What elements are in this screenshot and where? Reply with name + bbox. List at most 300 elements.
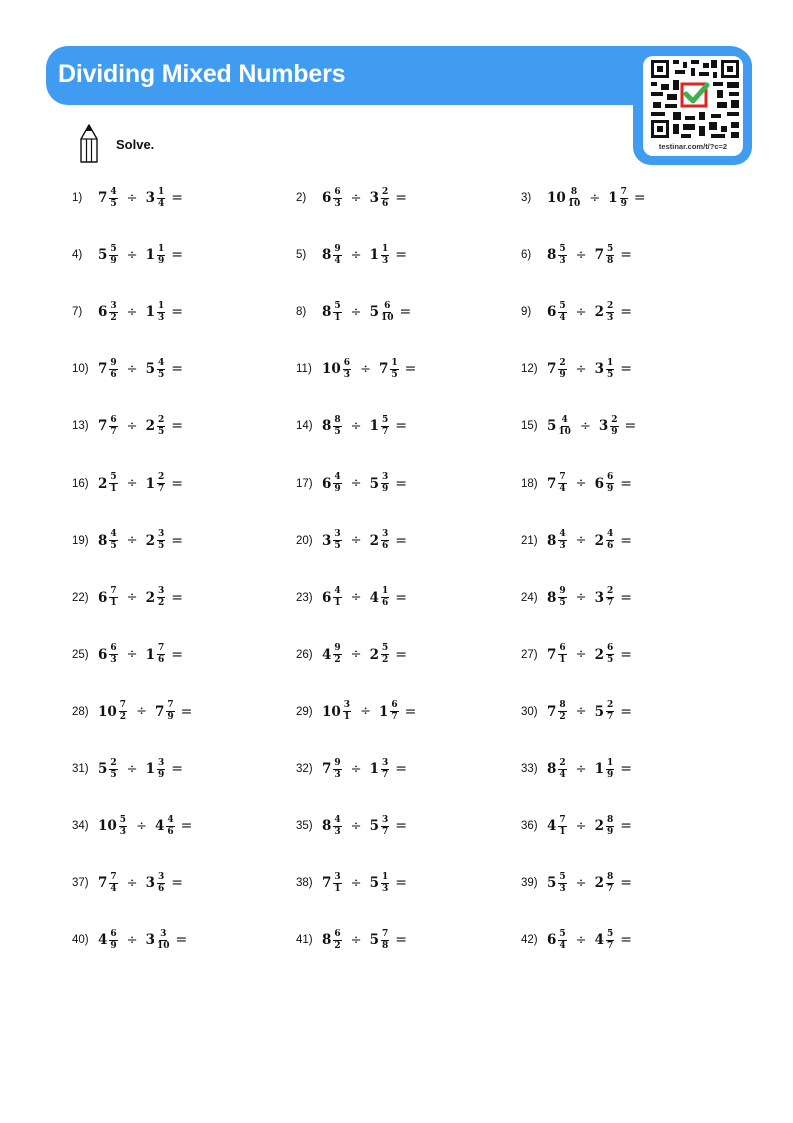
whole-number: 5 xyxy=(369,875,379,892)
whole-number: 4 xyxy=(98,932,108,949)
dividend xyxy=(547,644,568,665)
whole-number: 2 xyxy=(145,589,155,606)
whole-number: 6 xyxy=(547,932,557,949)
denominator: 9 xyxy=(606,484,614,494)
fraction xyxy=(606,759,614,780)
equals-sign: = xyxy=(171,761,183,777)
numerator: 5 xyxy=(559,300,566,311)
problem-number: 4) xyxy=(72,249,83,262)
equals-sign: = xyxy=(624,418,637,435)
divide-sign: ÷ xyxy=(575,304,587,320)
dividend xyxy=(98,930,119,951)
denominator: 3 xyxy=(559,255,566,266)
fraction xyxy=(333,759,341,780)
problem-number: 17) xyxy=(296,477,313,490)
numerator: 8 xyxy=(606,814,614,825)
denominator: 3 xyxy=(334,826,341,837)
dividend xyxy=(547,416,572,437)
whole-number: 7 xyxy=(98,190,108,206)
fraction xyxy=(157,188,165,209)
whole-number: 3 xyxy=(322,532,332,549)
denominator: 6 xyxy=(381,541,389,552)
denominator: 2 xyxy=(157,598,165,609)
problem-number: 37) xyxy=(72,877,89,890)
divisor xyxy=(595,759,616,780)
whole-number: 8 xyxy=(322,304,332,321)
denominator: 3 xyxy=(559,541,566,552)
denominator: 4 xyxy=(559,940,566,951)
problem-number: 1) xyxy=(72,192,83,204)
divide-sign: ÷ xyxy=(575,704,587,720)
numerator: 5 xyxy=(110,243,117,254)
fraction xyxy=(333,587,341,608)
divisor xyxy=(608,188,629,209)
whole-number: 2 xyxy=(145,532,155,549)
numerator: 1 xyxy=(381,243,389,254)
denominator: 4 xyxy=(559,312,566,323)
problem-item xyxy=(521,240,632,270)
divide-sign: ÷ xyxy=(589,190,601,206)
problem-item xyxy=(72,697,192,727)
whole-number: 2 xyxy=(594,818,604,835)
denominator: 2 xyxy=(381,655,389,666)
numerator: 7 xyxy=(559,814,566,825)
instruction-text: Solve. xyxy=(116,137,155,152)
dividend xyxy=(547,816,568,837)
problem-number: 3) xyxy=(521,192,532,204)
divide-sign: ÷ xyxy=(575,533,587,549)
divide-sign: ÷ xyxy=(575,247,587,263)
problem-item xyxy=(296,583,407,613)
denominator: 9 xyxy=(110,940,117,951)
numerator: 7 xyxy=(110,586,117,597)
divisor xyxy=(370,530,391,551)
divisor xyxy=(595,930,616,951)
problem-number: 27) xyxy=(521,648,538,661)
equals-sign: = xyxy=(171,875,183,892)
divisor xyxy=(370,930,391,951)
problem-number: 35) xyxy=(296,820,313,833)
whole-number: 6 xyxy=(322,589,332,606)
whole-number: 8 xyxy=(547,589,557,606)
fraction xyxy=(333,473,341,494)
divide-sign: ÷ xyxy=(126,761,138,777)
numerator: 3 xyxy=(157,586,165,597)
denominator: 5 xyxy=(606,655,614,666)
fraction xyxy=(381,587,389,608)
numerator: 1 xyxy=(391,357,398,368)
dividend xyxy=(322,644,343,665)
whole-number: 10 xyxy=(322,703,341,720)
whole-number: 1 xyxy=(145,646,155,663)
equals-sign: = xyxy=(395,190,407,206)
whole-number: 7 xyxy=(594,247,604,264)
divisor xyxy=(379,701,400,722)
denominator: 7 xyxy=(606,883,614,894)
dividend xyxy=(98,644,119,665)
equals-sign: = xyxy=(171,190,183,206)
divisor xyxy=(155,816,176,837)
problem-item xyxy=(72,240,183,270)
dividend xyxy=(322,188,343,209)
problem-item xyxy=(72,868,183,898)
denominator: 7 xyxy=(381,826,389,837)
problem-item xyxy=(296,469,407,499)
denominator: 7 xyxy=(606,940,614,951)
numerator: 5 xyxy=(119,814,127,825)
whole-number: 8 xyxy=(322,818,332,835)
whole-number: 7 xyxy=(322,875,332,892)
fraction xyxy=(558,701,566,722)
problem-item xyxy=(521,697,632,727)
whole-number: 10 xyxy=(322,361,341,378)
divide-sign: ÷ xyxy=(350,590,362,606)
whole-number: 1 xyxy=(369,247,379,264)
numerator: 5 xyxy=(381,414,389,425)
divisor xyxy=(595,245,616,266)
whole-number: 5 xyxy=(547,418,557,435)
denominator: 6 xyxy=(381,198,389,209)
denominator: 1 xyxy=(559,655,566,666)
equals-sign: = xyxy=(395,475,407,492)
fraction xyxy=(606,359,614,380)
fraction xyxy=(558,930,566,951)
denominator: 1 xyxy=(334,598,341,609)
fraction xyxy=(381,816,389,837)
equals-sign: = xyxy=(404,703,417,720)
numerator: 4 xyxy=(110,186,117,197)
dividend xyxy=(322,302,343,323)
dividend xyxy=(547,473,568,494)
denominator: 8 xyxy=(606,255,614,266)
whole-number: 4 xyxy=(369,589,379,606)
numerator: 4 xyxy=(110,529,117,540)
divisor xyxy=(146,416,167,437)
numerator: 7 xyxy=(110,871,117,882)
whole-number: 5 xyxy=(369,932,379,949)
divisor xyxy=(370,816,391,837)
equals-sign: = xyxy=(620,932,632,949)
denominator: 9 xyxy=(334,484,341,494)
denominator: 5 xyxy=(334,541,341,552)
problem-item xyxy=(521,411,636,441)
fraction xyxy=(606,473,614,494)
equals-sign: = xyxy=(395,646,407,663)
whole-number: 2 xyxy=(145,418,155,435)
whole-number: 5 xyxy=(369,475,379,492)
whole-number: 7 xyxy=(547,703,557,720)
divisor xyxy=(370,587,391,608)
whole-number: 7 xyxy=(98,875,108,892)
whole-number: 1 xyxy=(594,761,604,777)
numerator: 5 xyxy=(559,928,566,939)
dividend xyxy=(322,245,343,266)
denominator: 3 xyxy=(606,312,614,323)
whole-number: 1 xyxy=(378,703,389,720)
fraction xyxy=(157,759,165,780)
numerator: 3 xyxy=(157,871,165,882)
divisor xyxy=(595,587,616,608)
problem-item xyxy=(72,354,183,384)
numerator: 7 xyxy=(620,186,627,197)
whole-number: 10 xyxy=(547,190,566,206)
problem-number: 10) xyxy=(72,363,89,376)
fraction xyxy=(558,816,566,837)
whole-number: 10 xyxy=(98,703,117,720)
divisor xyxy=(370,416,391,437)
denominator: 5 xyxy=(157,426,165,437)
fraction xyxy=(606,587,614,608)
equals-sign: = xyxy=(620,304,632,321)
denominator: 5 xyxy=(110,198,117,209)
divide-sign: ÷ xyxy=(350,533,362,549)
problem-item xyxy=(521,640,632,670)
fraction xyxy=(157,930,170,951)
numerator: 4 xyxy=(334,814,341,825)
divide-sign: ÷ xyxy=(126,875,138,891)
problem-number: 13) xyxy=(72,420,89,433)
equals-sign: = xyxy=(171,418,183,435)
numerator: 7 xyxy=(167,700,174,711)
numerator: 4 xyxy=(334,586,341,597)
equals-sign: = xyxy=(171,589,183,606)
fraction xyxy=(606,873,614,894)
divisor xyxy=(146,188,167,209)
denominator: 9 xyxy=(559,369,566,380)
problem-number: 24) xyxy=(521,591,538,604)
fraction xyxy=(119,701,127,722)
equals-sign: = xyxy=(395,761,407,777)
fraction xyxy=(166,701,174,722)
numerator: 9 xyxy=(334,757,341,768)
whole-number: 8 xyxy=(547,247,557,264)
numerator: 7 xyxy=(157,643,165,654)
numerator: 1 xyxy=(606,357,614,368)
numerator: 3 xyxy=(343,700,351,711)
numerator: 8 xyxy=(559,700,566,711)
whole-number: 1 xyxy=(145,247,155,264)
dividend xyxy=(322,416,343,437)
numerator: 8 xyxy=(606,871,614,882)
problem-number: 32) xyxy=(296,763,313,775)
numerator: 2 xyxy=(606,300,614,311)
problem-number: 9) xyxy=(521,306,532,319)
whole-number: 3 xyxy=(145,932,155,949)
problem-number: 26) xyxy=(296,648,313,661)
numerator: 6 xyxy=(559,643,566,654)
fraction xyxy=(620,188,628,209)
denominator: 2 xyxy=(559,712,566,723)
denominator: 6 xyxy=(167,826,174,837)
qr-url[interactable]: testinar.com/t/?c=2 xyxy=(658,142,728,151)
divisor xyxy=(595,873,616,894)
problem-item xyxy=(296,640,407,670)
fraction xyxy=(606,530,614,551)
numerator: 3 xyxy=(160,928,167,939)
divisor xyxy=(595,302,616,323)
whole-number: 3 xyxy=(369,190,379,206)
divide-sign: ÷ xyxy=(350,647,362,663)
dividend xyxy=(322,473,343,494)
dividend xyxy=(322,759,343,780)
divide-sign: ÷ xyxy=(360,361,371,377)
denominator: 1 xyxy=(110,598,117,609)
denominator: 5 xyxy=(391,369,398,380)
denominator: 9 xyxy=(606,769,614,780)
dividend xyxy=(547,188,581,209)
dividend xyxy=(98,816,128,837)
numerator: 6 xyxy=(110,643,117,654)
dividend xyxy=(322,701,352,722)
numerator: 1 xyxy=(606,757,614,768)
denominator: 3 xyxy=(334,198,341,209)
divide-sign: ÷ xyxy=(350,818,362,834)
whole-number: 3 xyxy=(594,589,604,606)
equals-sign: = xyxy=(620,703,632,720)
numerator: 3 xyxy=(334,871,341,882)
problem-item xyxy=(72,640,183,670)
fraction xyxy=(558,530,566,551)
fraction xyxy=(157,302,165,323)
problem-number: 21) xyxy=(521,534,538,547)
whole-number: 3 xyxy=(594,361,604,378)
equals-sign: = xyxy=(395,818,407,835)
fraction xyxy=(109,587,117,608)
problem-number: 6) xyxy=(521,249,532,262)
problem-item xyxy=(296,354,416,384)
problem-number: 38) xyxy=(296,877,313,890)
equals-sign: = xyxy=(620,589,632,606)
problem-number: 25) xyxy=(72,648,89,661)
problem-item xyxy=(521,354,632,384)
divisor xyxy=(379,359,400,380)
problem-item xyxy=(296,868,407,898)
divisor xyxy=(146,245,167,266)
denominator: 1 xyxy=(334,883,341,894)
whole-number: 6 xyxy=(98,589,108,606)
divide-sign: ÷ xyxy=(126,590,138,606)
problem-number: 2) xyxy=(296,192,307,204)
problem-item xyxy=(521,754,632,784)
fraction xyxy=(157,873,165,894)
denominator: 6 xyxy=(110,369,117,380)
dividend xyxy=(98,416,119,437)
denominator: 6 xyxy=(157,655,165,666)
problem-number: 31) xyxy=(72,763,89,775)
denominator: 2 xyxy=(334,655,341,666)
numerator: 3 xyxy=(157,757,165,768)
divisor xyxy=(370,644,391,665)
numerator: 6 xyxy=(110,414,117,425)
equals-sign: = xyxy=(395,532,407,549)
divide-sign: ÷ xyxy=(575,932,587,948)
divisor xyxy=(370,759,391,780)
fraction xyxy=(109,930,117,951)
fraction xyxy=(109,245,117,266)
whole-number: 8 xyxy=(547,761,557,777)
divisor xyxy=(595,473,616,494)
page-title: Dividing Mixed Numbers xyxy=(58,60,346,88)
dividend xyxy=(98,302,119,323)
divisor xyxy=(595,530,616,551)
numerator: 3 xyxy=(381,814,389,825)
dividend xyxy=(322,930,343,951)
fraction xyxy=(606,302,614,323)
problem-number: 29) xyxy=(296,705,313,718)
divide-sign: ÷ xyxy=(575,761,587,777)
problem-item xyxy=(72,925,187,955)
fraction xyxy=(381,245,389,266)
whole-number: 4 xyxy=(547,818,557,835)
fraction xyxy=(558,473,566,494)
whole-number: 7 xyxy=(98,361,108,378)
fraction xyxy=(333,416,341,437)
dividend xyxy=(98,873,119,894)
numerator: 6 xyxy=(110,928,117,939)
numerator: 4 xyxy=(561,414,568,425)
divide-sign: ÷ xyxy=(575,818,587,834)
numerator: 4 xyxy=(606,529,614,540)
denominator: 1 xyxy=(343,712,351,723)
problem-number: 8) xyxy=(296,306,307,319)
divide-sign: ÷ xyxy=(350,875,362,891)
whole-number: 3 xyxy=(145,875,155,892)
denominator: 3 xyxy=(343,369,351,380)
denominator: 7 xyxy=(110,426,117,437)
problem-item xyxy=(296,925,407,955)
numerator: 9 xyxy=(110,357,117,368)
whole-number: 3 xyxy=(598,418,609,435)
problem-item xyxy=(296,811,407,841)
divide-sign: ÷ xyxy=(126,247,138,263)
problem-number: 41) xyxy=(296,934,313,947)
whole-number: 5 xyxy=(145,361,155,378)
denominator: 5 xyxy=(334,426,341,437)
problem-item xyxy=(296,697,416,727)
divisor xyxy=(146,930,171,951)
whole-number: 8 xyxy=(322,247,332,264)
denominator: 10 xyxy=(558,426,571,437)
problem-item xyxy=(72,469,183,499)
denominator: 6 xyxy=(381,598,389,609)
divide-sign: ÷ xyxy=(360,704,371,720)
numerator: 1 xyxy=(381,586,389,597)
numerator: 6 xyxy=(606,643,614,654)
denominator: 9 xyxy=(157,769,165,780)
problem-item xyxy=(296,411,407,441)
whole-number: 7 xyxy=(547,646,557,663)
problem-number: 15) xyxy=(521,420,538,433)
dividend xyxy=(547,587,568,608)
divide-sign: ÷ xyxy=(575,361,587,377)
fraction xyxy=(606,930,614,951)
numerator: 2 xyxy=(157,472,165,482)
denominator: 5 xyxy=(157,541,165,552)
whole-number: 2 xyxy=(98,475,108,492)
equals-sign: = xyxy=(620,475,632,492)
denominator: 4 xyxy=(559,484,566,494)
dividend xyxy=(547,245,568,266)
problem-item xyxy=(521,183,646,213)
numerator: 6 xyxy=(343,357,351,368)
fraction xyxy=(109,873,117,894)
dividend xyxy=(98,245,119,266)
divide-sign: ÷ xyxy=(126,418,138,434)
equals-sign: = xyxy=(620,875,632,892)
denominator: 8 xyxy=(381,940,389,951)
whole-number: 7 xyxy=(98,418,108,435)
fraction xyxy=(333,930,341,951)
